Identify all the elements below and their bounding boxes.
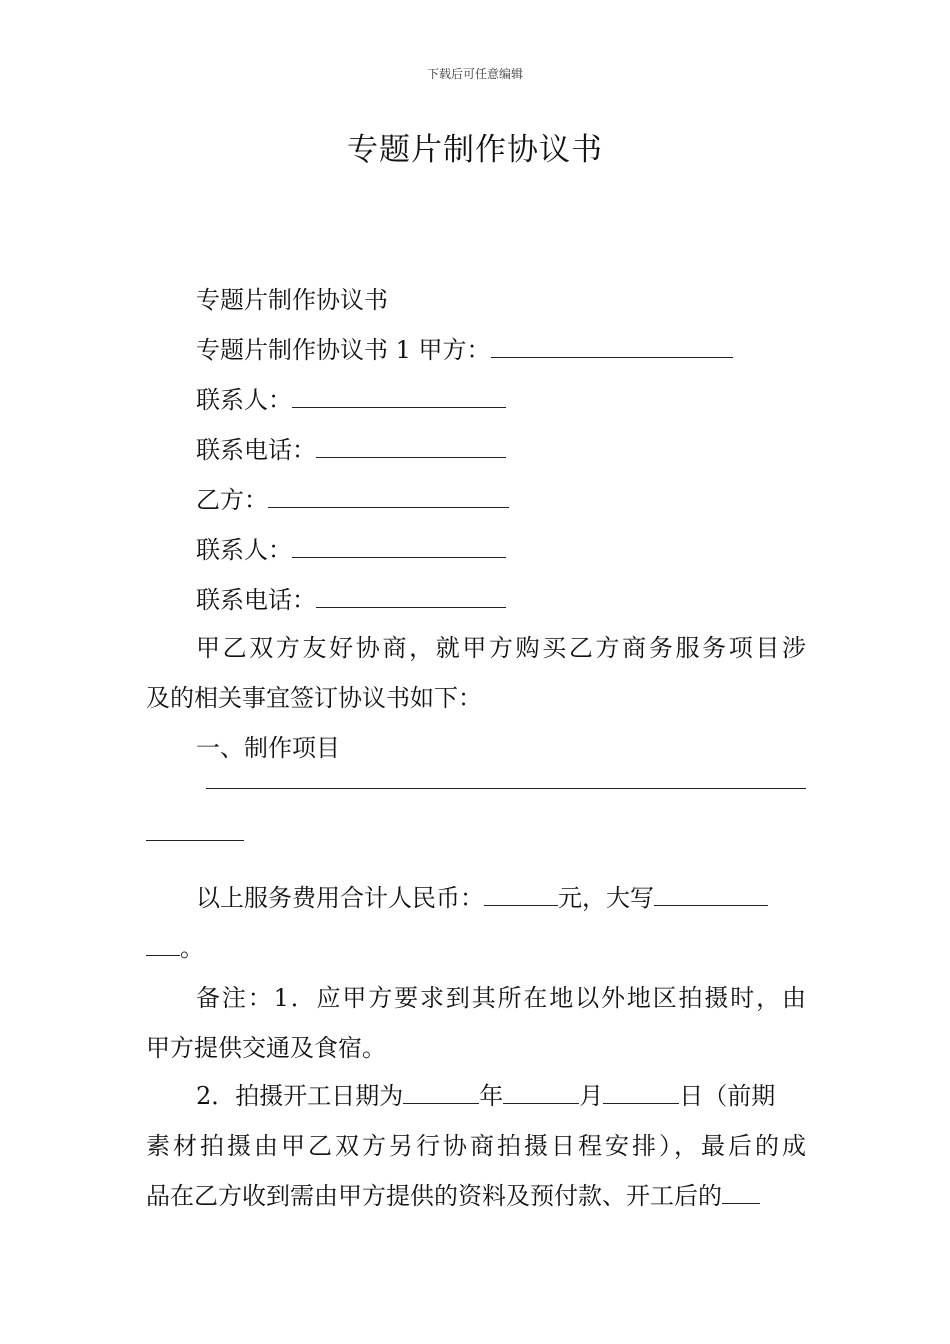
month-label: 月	[579, 1082, 604, 1110]
party-b-row	[196, 484, 806, 516]
party-a-blank[interactable]	[491, 335, 733, 358]
fee-row-2	[146, 932, 806, 964]
document-title: 专题片制作协议书	[347, 132, 603, 168]
party-b-label: 乙方：	[196, 486, 268, 514]
phone-b-blank[interactable]	[316, 585, 506, 608]
month-blank[interactable]	[503, 1081, 579, 1104]
fee-label: 以上服务费用合计人民币：	[196, 884, 484, 912]
date-line-2: 素材拍摄由甲乙双方另行协商拍摄日程安排），最后的成	[146, 1132, 806, 1160]
delivery-days-blank[interactable]	[722, 1181, 760, 1204]
day-blank[interactable]	[603, 1081, 679, 1104]
contact-b-row	[196, 534, 806, 566]
party-a-label: 专题片制作协议书 1 甲方：	[196, 336, 491, 364]
note-line-2: 甲方提供交通及食宿。	[146, 1034, 386, 1062]
phone-b-row	[196, 584, 806, 616]
contact-b-blank[interactable]	[292, 535, 506, 558]
contact-b-label: 联系人：	[196, 536, 292, 564]
date-line-3: 品在乙方收到需由甲方提供的资料及预付款、开工后的	[146, 1182, 722, 1210]
phone-a-label: 联系电话：	[196, 436, 316, 464]
fee-capital-label: 元，大写	[558, 884, 654, 912]
contact-a-label: 联系人：	[196, 386, 292, 414]
fee-amount-blank[interactable]	[484, 883, 558, 906]
production-item-blank-2[interactable]	[146, 840, 244, 841]
phone-a-row	[196, 434, 806, 466]
production-item-blank-1[interactable]	[206, 788, 806, 789]
date-row-1	[196, 1080, 806, 1112]
page-header-note: 下载后可任意编辑	[426, 67, 523, 81]
note-line-1: 备注：1．应甲方要求到其所在地以外地区拍摄时，由	[196, 984, 806, 1012]
subtitle: 专题片制作协议书	[196, 286, 388, 314]
fee-capital-blank-cont[interactable]	[146, 933, 180, 956]
year-blank[interactable]	[403, 1081, 479, 1104]
fee-end-mark: 。	[180, 934, 204, 962]
start-date-label: 2．拍摄开工日期为	[196, 1082, 404, 1110]
party-a-row	[196, 334, 806, 366]
fee-capital-blank[interactable]	[654, 883, 768, 906]
intro-line-1: 甲乙双方友好协商，就甲方购买乙方商务服务项目涉	[196, 634, 806, 662]
party-b-blank[interactable]	[268, 485, 509, 508]
fee-row-1	[196, 882, 806, 914]
date-row-3	[146, 1180, 806, 1212]
intro-line-2: 及的相关事宜签订协议书如下：	[146, 684, 482, 712]
contact-a-row	[196, 384, 806, 416]
section-heading-production-items: 一、制作项目	[196, 734, 340, 762]
phone-a-blank[interactable]	[316, 435, 506, 458]
contact-a-blank[interactable]	[292, 385, 506, 408]
phone-b-label: 联系电话：	[196, 586, 316, 614]
year-label: 年	[479, 1082, 504, 1110]
day-label: 日（前期	[679, 1082, 776, 1110]
